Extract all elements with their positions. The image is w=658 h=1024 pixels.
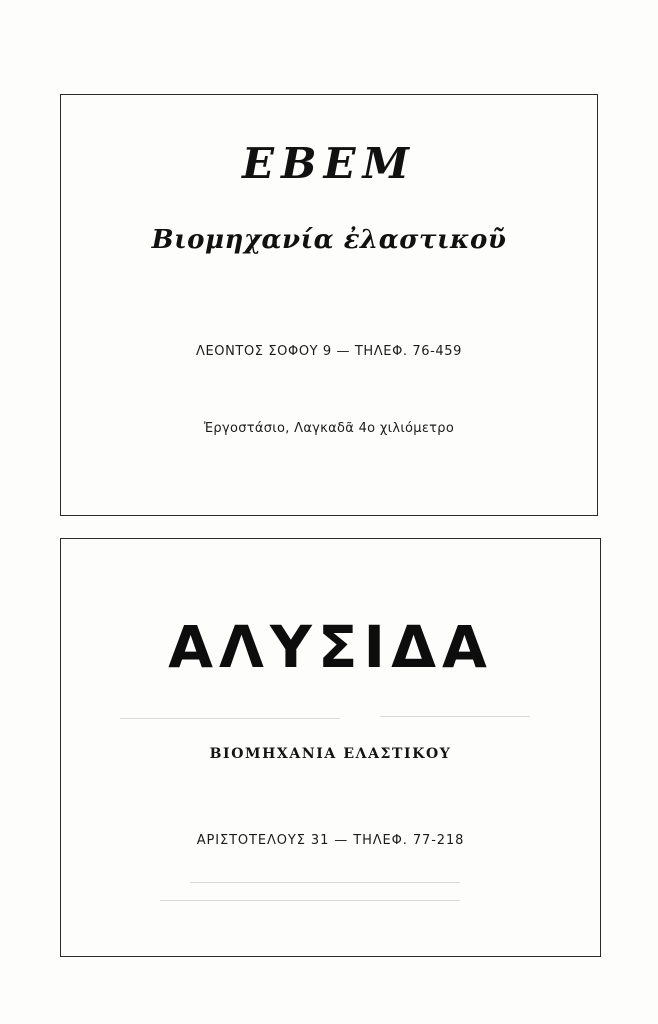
factory-location: Ἐργοστάσιο, Λαγκαδᾶ 4ο χιλιόμετρο — [203, 421, 455, 436]
advertisement-ebem — [60, 94, 598, 516]
print-speck — [160, 900, 460, 901]
company-address: ΑΡΙΣΤΟΤΕΛΟΥΣ 31 — ΤΗΛΕΦ. 77-218 — [196, 833, 465, 848]
advertisement-alysida — [60, 538, 601, 957]
company-description: Βιομηχανία ἐλαστικοῦ — [151, 225, 507, 255]
company-address: ΛΕΟΝΤΟΣ ΣΟΦΟΥ 9 — ΤΗΛΕΦ. 76-459 — [195, 344, 463, 359]
print-speck — [190, 882, 460, 883]
print-speck — [380, 716, 530, 717]
print-speck — [120, 718, 340, 719]
company-name: EBEM — [241, 139, 416, 188]
company-description: ΒΙΟΜΗΧΑΝΙΑ ΕΛΑΣΤΙΚΟΥ — [209, 746, 452, 762]
company-name: ΑΛΥΣΙΔΑ — [168, 613, 493, 681]
